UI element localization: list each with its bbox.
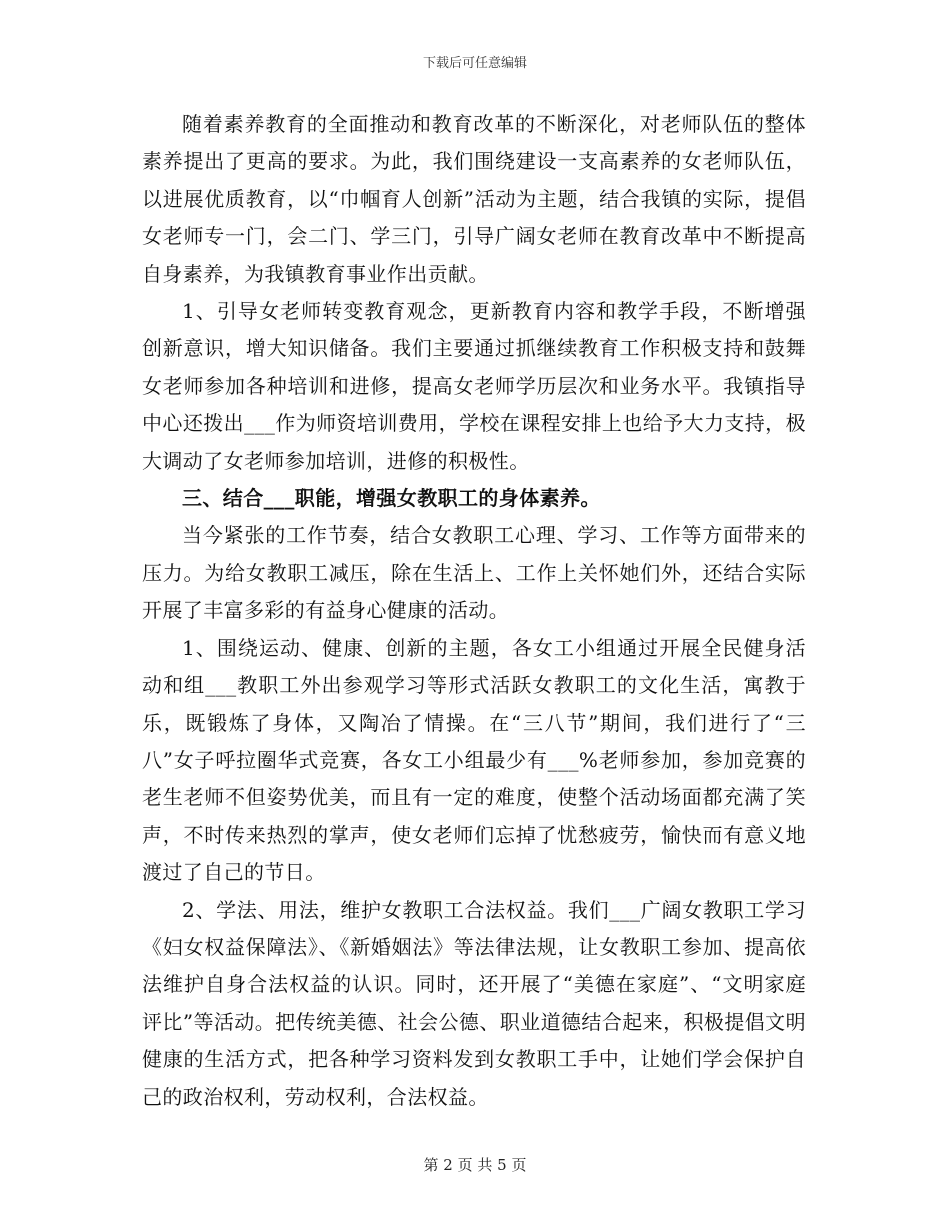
page-footer: 第 2 页 共 5 页: [423, 1156, 527, 1174]
section-heading-3: 三、结合___职能，增强女教职工的身体素养。: [182, 486, 601, 511]
page-header: 下载后可任意编辑: [422, 56, 527, 71]
paragraph-item-1-fitness: 1、围绕运动、健康、创新的主题，各女工小组通过开展全民健身活动和组___教职工外出参观学习等形式活跃女教职工的文化生活，寓教于乐，既锻炼了身体，又陶冶了情操。在“三八节”期间，我们进行了“三八”女子呼拉圈华式竞赛，各女工小组最少有___%老师参加，参加竞赛的老生老师不但姿势优美，而且有一定的难度，使整个活动场面都充满了笑声，不时传来热烈的掌声，使女老师们忘掉了忧愁疲劳，愉快而有意义地渡过了自己的节日。: [142, 635, 806, 885]
paragraph-section-3-intro: 当今紧张的工作节奏，结合女教职工心理、学习、工作等方面带来的压力。为给女教职工减压，除在生活上、工作上关怀她们外，还结合实际开展了丰富多彩的有益身心健康的活动。: [142, 523, 806, 623]
paragraph-intro: 随着素养教育的全面推动和教育改革的不断深化，对老师队伍的整体素养提出了更高的要求。为此，我们围绕建设一支高素养的女老师队伍，以进展优质教育，以“巾帼育人创新”活动为主题，结合我镇的实际，提倡女老师专一门，会二门、学三门，引导广阔女老师在教育改革中不断提高自身素养，为我镇教育事业作出贡献。: [142, 112, 806, 286]
paragraph-item-2-law: 2、学法、用法，维护女教职工合法权益。我们___广阔女教职工学习《妇女权益保障法》、《新婚姻法》等法律法规，让女教职工参加、提高依法维护自身合法权益的认识。同时，还开展了“美德在家庭”、“文明家庭评比”等活动。把传统美德、社会公德、职业道德结合起来，积极提倡文明健康的生活方式，把各种学习资料发到女教职工手中，让她们学会保护自己的政治权利，劳动权利，合法权益。: [142, 897, 806, 1109]
document-body: [142, 106, 806, 1116]
paragraph-item-1-training: 1、引导女老师转变教育观念，更新教育内容和教学手段，不断增强创新意识，增大知识储备。我们主要通过抓继续教育工作积极支持和鼓舞女老师参加各种培训和进修，提高女老师学历层次和业务水平。我镇指导中心还拨出___作为师资培训费用，学校在课程安排上也给予大力支持，极大调动了女老师参加培训，进修的积极性。: [142, 299, 806, 473]
